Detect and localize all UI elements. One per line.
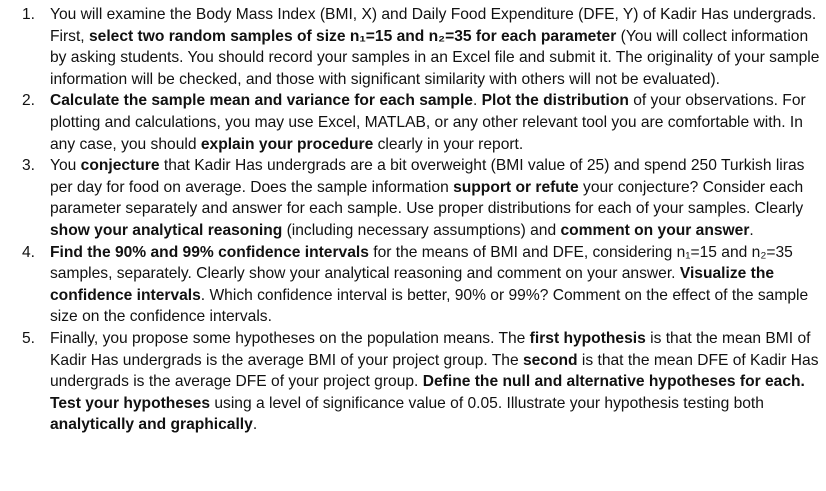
task-number: 2. (22, 92, 36, 110)
task-text: Find the 90% and 99% confidence intervals for the means of BMI and DFE, considering n₁=15 and n₂=35 samples, separately. Clearly show your analytical reasoning and comment on your answer. Visualize the confidence intervals. Which confidence interval is better, 90% or 99%? Comment on the effect of the sample size on the confidence intervals. (50, 243, 809, 326)
task-number: 1. (22, 6, 36, 23)
task-number: 4. (22, 243, 36, 261)
task-text: You will examine the Body Mass Index (BMI, X) and Daily Food Expenditure (DFE, Y) of Kadir Has undergrads. First, select two random samples of size n₁=15 and n₂=35 for each parameter (You will collect information by asking students. You should record your samples in an Excel file and submit it. The originality of your sample information will be checked, and those with significant similarity with others will not be evaluated). (50, 6, 820, 88)
task-item-5 (6, 328, 820, 436)
task-item-4 (6, 242, 820, 328)
task-item-3 (6, 155, 820, 241)
task-text: Finally, you propose some hypotheses on the population means. The first hypothesis is that the mean BMI of Kadir Has undergrads is the average BMI of your project group. The second is that the mean DFE of Kadir Has undergrads is the average DFE of your project group. Define the null and alternative hypotheses for each. Test your hypotheses using a level of significance value of 0.05. Illustrate your hypothesis testing both analytically and graphically. (50, 329, 819, 434)
task-list (6, 4, 820, 436)
task-text: Calculate the sample mean and variance for each sample. Plot the distribution of your observations. For plotting and calculations, you may use Excel, MATLAB, or any other relevant tool you are comfortable with. In any case, you should explain your procedure clearly in your report. (50, 92, 806, 153)
task-text: You conjecture that Kadir Has undergrads are a bit overweight (BMI value of 25) and spend 250 Turkish liras per day for food on average. Does the sample information support or refute your conjecture? Consider each parameter separately and answer for each sample. Use proper distributions for each of your samples. Clearly show your analytical reasoning (including necessary assumptions) and comment on your answer. (50, 157, 805, 239)
task-item-2 (6, 90, 820, 155)
task-number: 3. (22, 157, 36, 175)
task-item-1 (6, 4, 820, 90)
task-number: 5. (22, 329, 36, 347)
